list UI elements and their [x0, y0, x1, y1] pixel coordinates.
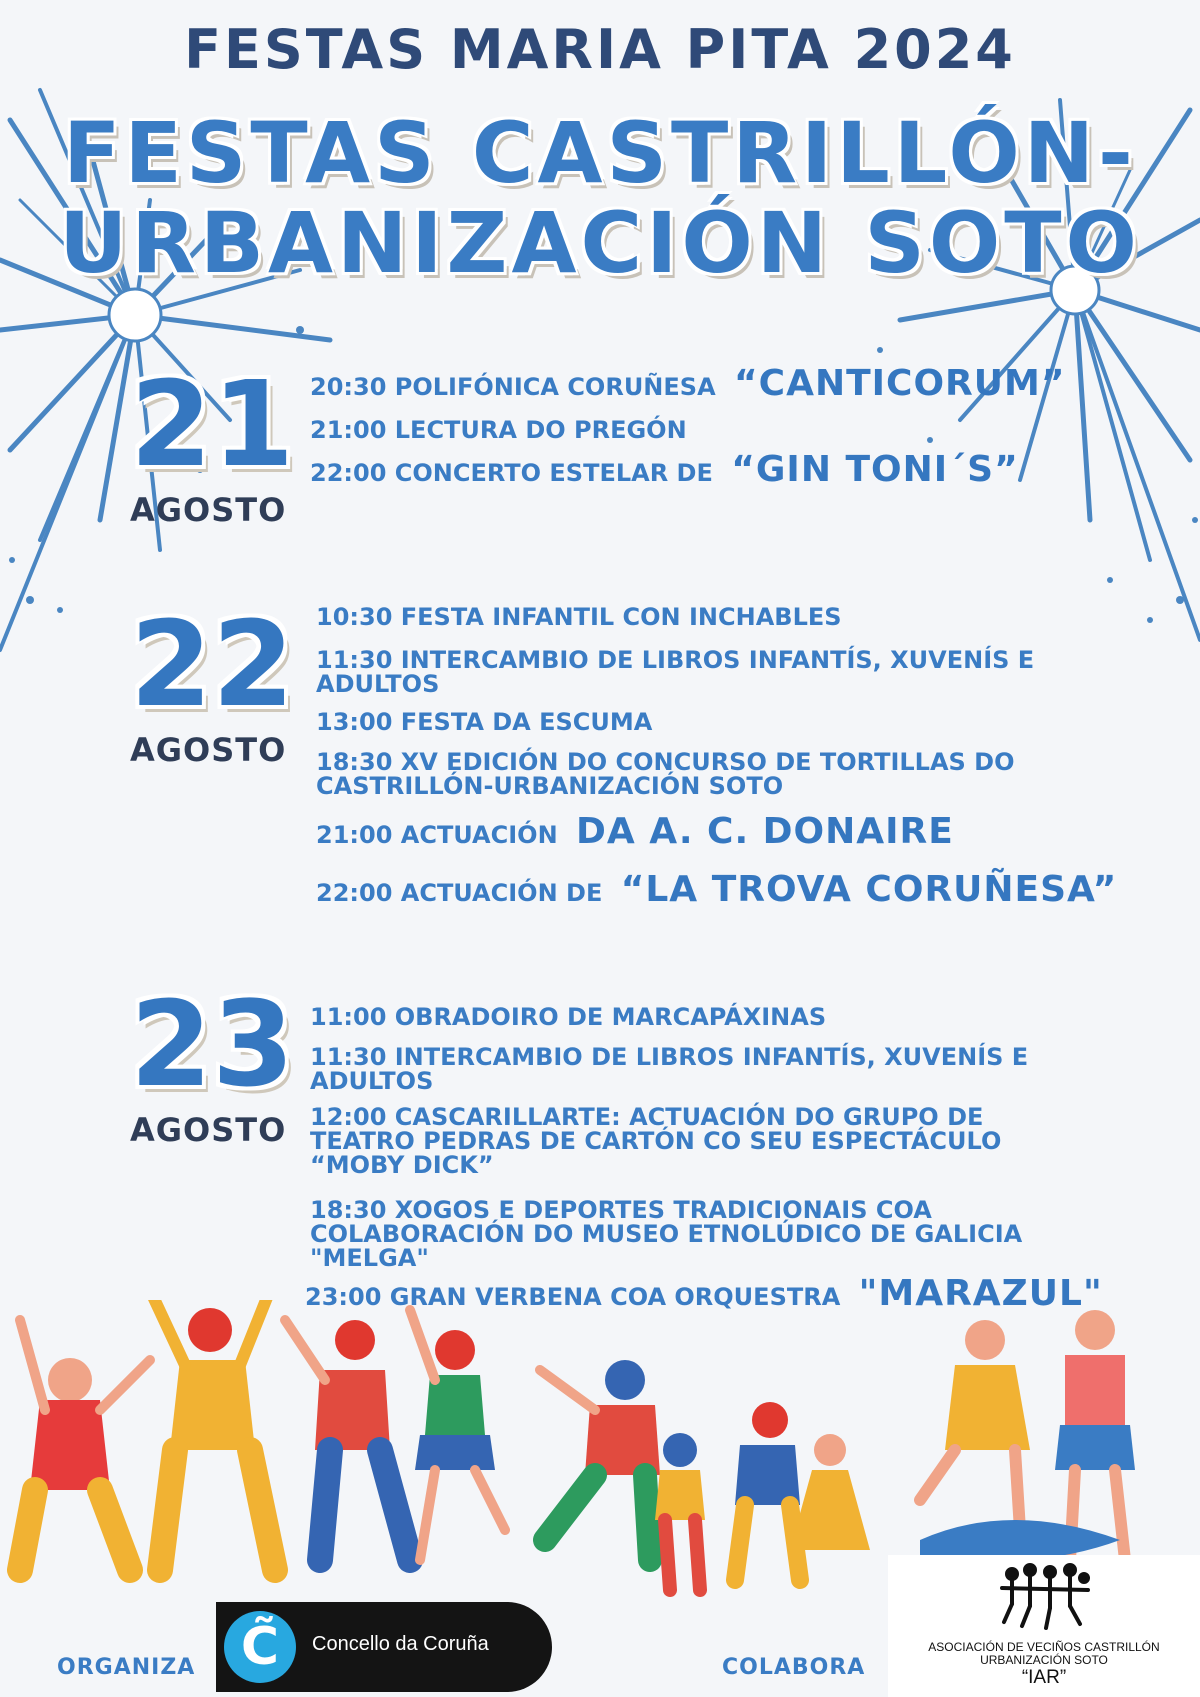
event-22-1: 10:30 FESTA INFANTIL CON INCHABLES	[316, 603, 842, 631]
dancer-1	[20, 1320, 150, 1570]
main-title-line1: FESTAS CASTRILLÓN-	[63, 104, 1137, 202]
event-text: 22:00 CONCERTO ESTELAR DE	[310, 459, 713, 487]
day-number: 21	[130, 355, 295, 493]
event-22-5	[316, 811, 954, 852]
dancer-10	[1055, 1310, 1135, 1560]
collaborator-name-line3: “IAR”	[1021, 1667, 1067, 1688]
day-22-block	[130, 595, 295, 769]
dancer-6	[655, 1433, 705, 1590]
dancer-9	[920, 1320, 1030, 1530]
event-text: 21:00 ACTUACIÓN	[316, 821, 558, 849]
day-23-block	[130, 975, 295, 1149]
collaborator-name-line2: URBANIZACIÓN SOTO	[980, 1653, 1108, 1667]
colabora-label: COLABORA	[722, 1655, 866, 1680]
event-text: 23:00 GRAN VERBENA COA ORQUESTRA	[305, 1283, 841, 1311]
day-month: AGOSTO	[130, 731, 287, 769]
dancer-4	[410, 1310, 505, 1560]
event-23-1: 11:00 OBRADOIRO DE MARCAPÁXINAS	[310, 1003, 827, 1031]
event-23-4: 18:30 XOGOS E DEPORTES TRADICIONAIS COA COLABORACIÓN DO MUSEO ETNOLÚDICO DE GALICIA "MELGA"	[310, 1196, 1023, 1272]
organizer-name: Concello da Coruña	[312, 1633, 489, 1655]
organiza-label: ORGANIZA	[57, 1655, 196, 1680]
event-21-3	[310, 449, 1019, 490]
dancer-2	[150, 1300, 275, 1570]
day-month: AGOSTO	[130, 491, 287, 529]
dancer-5	[540, 1360, 660, 1560]
concello-logo: C̃	[224, 1611, 296, 1683]
dancer-7	[735, 1402, 800, 1580]
day-month: AGOSTO	[130, 1111, 287, 1149]
day-21-block	[130, 355, 295, 529]
dancer-3	[285, 1320, 410, 1560]
event-highlight: “GIN TONI´S”	[731, 449, 1019, 490]
event-highlight: “LA TROVA CORUÑESA”	[620, 869, 1118, 910]
event-highlight: "MARAZUL"	[858, 1273, 1103, 1314]
event-23-2: 11:30 INTERCAMBIO DE LIBROS INFANTÍS, XUVENÍS E ADULTOS	[310, 1043, 1029, 1095]
event-highlight: DA A. C. DONAIRE	[576, 811, 954, 852]
day-number: 22	[130, 595, 295, 733]
event-highlight: “CANTICORUM”	[734, 363, 1066, 404]
event-23-3: 12:00 CASCARILLARTE: ACTUACIÓN DO GRUPO DE TEATRO PEDRAS DE CARTÓN CO SEU ESPECTÁCULO “MOBY DICK”	[310, 1103, 1002, 1179]
event-series-title: FESTAS MARIA PITA 2024	[184, 18, 1016, 81]
event-text: 22:00 ACTUACIÓN DE	[316, 879, 603, 907]
day-number: 23	[130, 975, 295, 1113]
event-22-4: 18:30 XV EDICIÓN DO CONCURSO DE TORTILLAS DO CASTRILLÓN-URBANIZACIÓN SOTO	[316, 748, 1015, 800]
association-logo-icon	[1000, 1560, 1092, 1632]
event-21-2: 21:00 LECTURA DO PREGÓN	[310, 416, 687, 444]
collaborator-name-line1: ASOCIACIÓN DE VECIÑOS CASTRILLÓN	[928, 1640, 1160, 1654]
event-22-3: 13:00 FESTA DA ESCUMA	[316, 708, 653, 736]
event-text: 20:30 POLIFÓNICA CORUÑESA	[310, 373, 716, 401]
event-22-2: 11:30 INTERCAMBIO DE LIBROS INFANTÍS, XUVENÍS E ADULTOS	[316, 646, 1035, 698]
main-title-line2: URBANIZACIÓN SOTO	[59, 194, 1141, 292]
dancer-8	[790, 1434, 870, 1550]
event-22-6	[316, 869, 1118, 910]
event-23-5	[305, 1273, 1103, 1314]
event-21-1	[310, 363, 1066, 404]
